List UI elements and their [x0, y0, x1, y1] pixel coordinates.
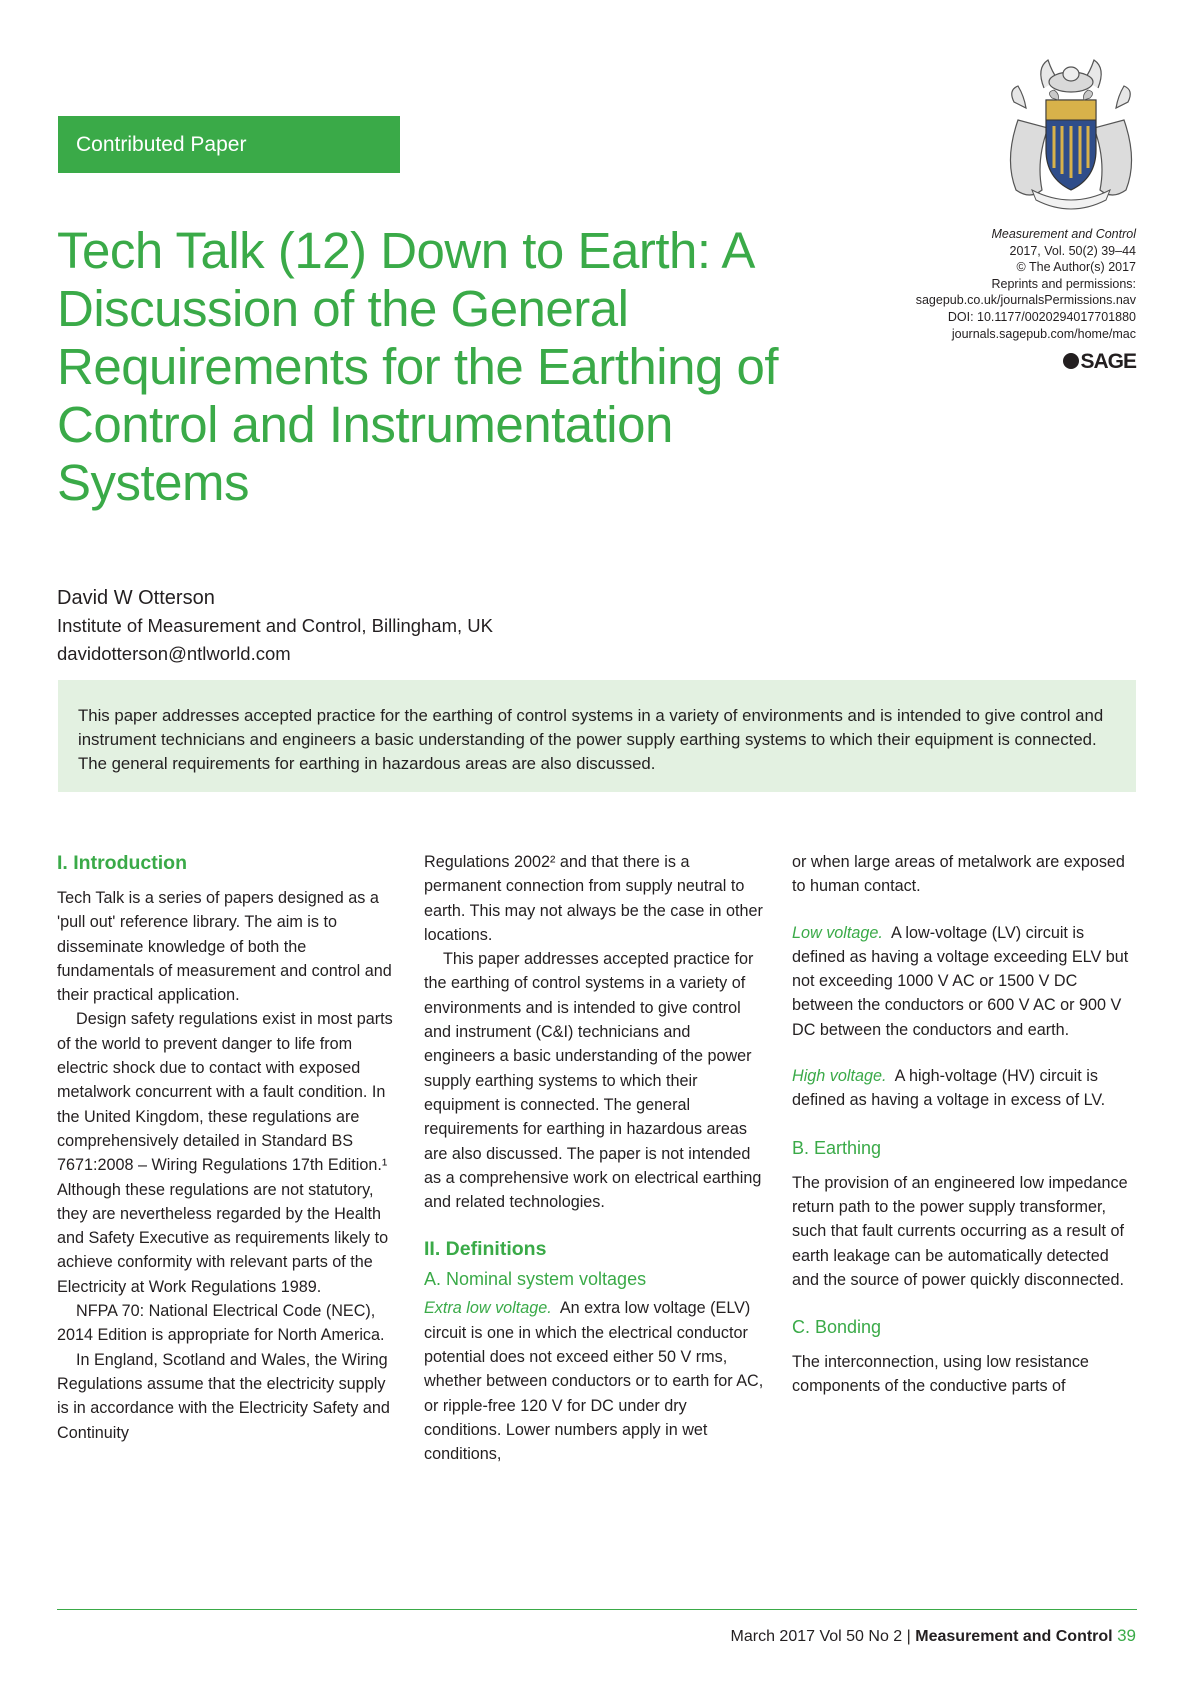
institute-crest-logo [996, 50, 1146, 210]
journal-volume: 2017, Vol. 50(2) 39–44 [1009, 243, 1136, 258]
article-type-banner: Contributed Paper [58, 116, 400, 173]
page-number: 39 [1117, 1626, 1136, 1645]
run-in-heading: Low voltage. [792, 923, 883, 942]
body-column-2 [424, 850, 764, 1467]
subsection-heading-bonding: C. Bonding [792, 1317, 882, 1338]
doi[interactable]: DOI: 10.1177/0020294017701880 [947, 309, 1136, 324]
footer-issue: March 2017 Vol 50 No 2 [730, 1628, 903, 1645]
body-column-3 [792, 850, 1132, 1399]
paragraph: NFPA 70: National Electrical Code (NEC), 2014 Edition is appropriate for North America. [57, 1302, 385, 1345]
section-heading-definitions: II. Definitions [424, 1238, 547, 1261]
section-heading-introduction: I. Introduction [57, 852, 187, 874]
paragraph-high-voltage [792, 1064, 1132, 1113]
paragraph: Regulations 2002² and that there is a permanent connection from supply neutral to earth. This may not always be the case in other locations. [424, 853, 763, 944]
definition-text: A low-voltage (LV) circuit is defined as having a voltage exceeding ELV but not exceeding 1000 V AC or 1500 V DC between the conductors or 600 V AC or 900 V DC between the conductors and earth. [792, 923, 1129, 1039]
footer-rule [57, 1609, 1137, 1610]
body-column-1 [57, 850, 397, 1445]
run-in-heading: Extra low voltage. [424, 1299, 552, 1318]
definition-text: A high-voltage (HV) circuit is defined as having a voltage in excess of LV. [792, 1067, 1106, 1110]
author-email[interactable]: davidotterson@ntlworld.com [57, 643, 291, 664]
paragraph: In England, Scotland and Wales, the Wiring Regulations assume that the electricity supply is in accordance with the Electricity Safety and Continuity [57, 1350, 390, 1442]
journal-link[interactable]: journals.sagepub.com/home/mac [951, 326, 1136, 341]
footer-journal: Measurement and Control [915, 1628, 1113, 1645]
abstract-box: This paper addresses accepted practice for the earthing of control systems in a variety of environments and is intended to give control and instrument technicians and engineers a basic understanding of the power supply earthing systems to which their equipment is connected. The general requirements for earthing in hazardous areas are also discussed. [58, 680, 1136, 792]
permissions-link[interactable]: sagepub.co.uk/journalsPermissions.nav [915, 293, 1136, 308]
paragraph-low-voltage [792, 921, 1132, 1042]
copyright: © The Author(s) 2017 [1016, 260, 1136, 275]
sage-logo-mark [1063, 353, 1079, 369]
paragraph: The provision of an engineered low impedance return path to the power supply transformer, such that fault currents occurring as a result of earth leakage can be automatically detected and the source of power quickly disconnected. [792, 1173, 1128, 1289]
paragraph: or when large areas of metalwork are exposed to human contact. [792, 853, 1125, 896]
paragraph: Tech Talk is a series of papers designed as a 'pull out' reference library. The aim is to disseminate knowledge of both the fundamentals of measurement and control and their practical application. [57, 889, 392, 1005]
journal-info [806, 226, 1136, 342]
paragraph: This paper addresses accepted practice for the earthing of control systems in a variety of environments and is intended to give control and instrument (C&I) technicians and engineers a basic understanding of the power supply earthing systems to which their equipment is connected. The general requirements for earthing in hazardous areas are also discussed. The paper is not intended as a comprehensive work on electrical earthing and related technologies. [424, 950, 762, 1212]
paragraph: The interconnection, using low resistance components of the conductive parts of [792, 1353, 1089, 1396]
paragraph: Design safety regulations exist in most parts of the world to prevent danger to life from electric shock due to contact with exposed metalwork concurrent with a fault condition. In the United Kingdom, these regulations are comprehensively detailed in Standard BS 7671:2008 – Wiring Regulations 17th Edition.¹ Although these regulations are not statutory, they are nevertheless regarded by the Health and Safety Executive as requirements likely to achieve conformity with relevant parts of the Electricity at Work Regulations 1989. [57, 1010, 393, 1296]
author-affiliation: Institute of Measurement and Control, Billingham, UK [57, 615, 493, 636]
author-name: David W Otterson [57, 587, 215, 609]
journal-name: Measurement and Control [991, 227, 1136, 241]
subsection-heading-nominal-voltages: A. Nominal system voltages [424, 1269, 647, 1290]
subsection-heading-earthing: B. Earthing [792, 1137, 882, 1158]
paper-title: Tech Talk (12) Down to Earth: A Discussion of the General Requirements for the Earthing of Control and Instrumentation Systems [57, 222, 779, 511]
sage-logo-text: SAGE [1080, 350, 1136, 373]
sage-logo [1063, 350, 1136, 374]
run-in-heading: High voltage. [792, 1067, 887, 1086]
reprints-label: Reprints and permissions: [991, 276, 1136, 291]
page-footer [731, 1624, 1136, 1649]
footer-separator: | [906, 1628, 911, 1645]
definition-text: An extra low voltage (ELV) circuit is one in which the electrical conductor potential does not exceed either 50 V rms, whether between conductors or to earth for AC, or ripple-free 120 V for DC under dry conditions. Lower numbers apply in wet conditions, [424, 1299, 764, 1464]
paragraph-extra-low-voltage [424, 1296, 764, 1466]
